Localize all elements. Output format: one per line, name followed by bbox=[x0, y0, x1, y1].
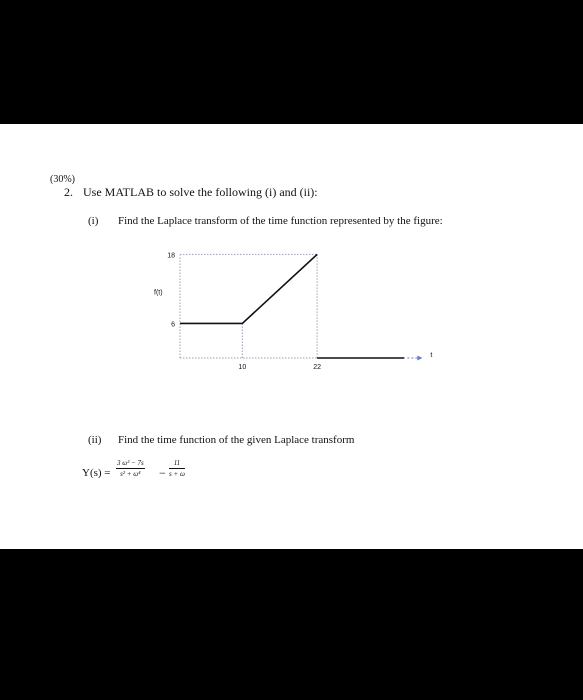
part-i-text: Find the Laplace transform of the time function represented by the figure: bbox=[118, 215, 443, 227]
y-tick-label-18: 18 bbox=[167, 252, 175, 260]
part-ii-label: (ii) bbox=[88, 434, 102, 446]
formula-fraction-2 bbox=[169, 459, 185, 478]
fraction-1-numerator: 3 ω² − 7s bbox=[117, 459, 144, 467]
fraction-1-denominator: s² + ω⁴ bbox=[120, 470, 141, 478]
question-line bbox=[64, 185, 318, 200]
question-number: 2. bbox=[64, 185, 73, 199]
time-function-figure bbox=[140, 252, 433, 382]
fraction-2-denominator: s + ω bbox=[169, 470, 185, 478]
document-page bbox=[0, 124, 583, 549]
fraction-2-numerator: 11 bbox=[169, 459, 185, 469]
part-i bbox=[88, 215, 443, 227]
formula-lhs: Y(s) = bbox=[82, 467, 111, 479]
part-ii-text: Find the time function of the given Laplace transform bbox=[118, 434, 355, 446]
x-tick-label-22: 22 bbox=[313, 364, 322, 371]
part-ii bbox=[88, 434, 354, 446]
part-i-label: (i) bbox=[88, 215, 99, 227]
x-tick-label-10: 10 bbox=[238, 364, 247, 371]
x-axis-arrow-head bbox=[417, 356, 422, 361]
points-label: (30%) bbox=[50, 174, 75, 185]
formula-fraction-1 bbox=[116, 459, 145, 478]
x-axis-label: t bbox=[430, 352, 433, 359]
question-text: Use MATLAB to solve the following (i) and (ii): bbox=[83, 185, 318, 199]
y-tick-label-6: 6 bbox=[171, 321, 175, 329]
formula-minus: − bbox=[159, 466, 166, 480]
series-line-1 bbox=[180, 254, 317, 323]
y-axis-label: f(t) bbox=[154, 289, 163, 297]
